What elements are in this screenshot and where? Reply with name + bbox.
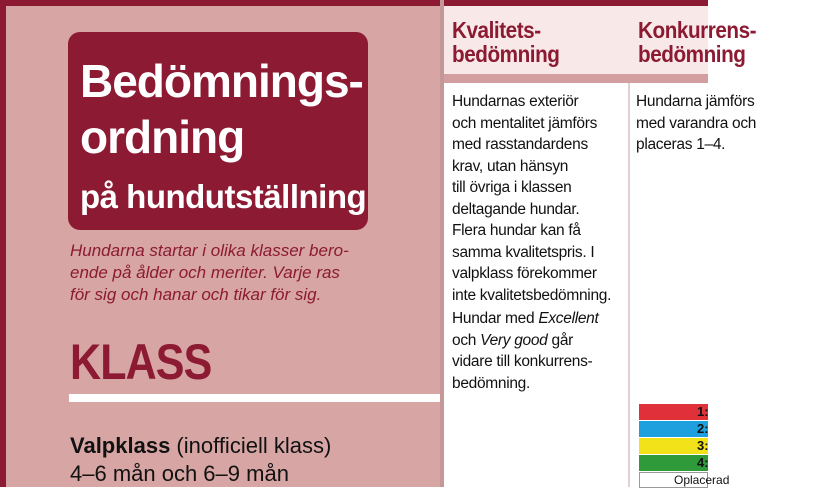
title-box [68,32,368,230]
text-run: går [547,331,574,349]
title-line-2: ordning [80,111,245,163]
kvalitet-heading-line-1: Kvalitets- [452,17,541,43]
kvalitet-paragraph-2 [452,308,628,394]
text-line: Hundarnas exteriör [452,93,579,110]
klass-heading: KLASS [70,334,212,390]
intro-line: Hundarna startar i olika klasser bero- [70,241,349,260]
placement-label: 3: [697,438,709,453]
text-line: samma kvalitetspris. I [452,243,595,261]
text-line: Flera hundar kan få [452,222,581,239]
intro-line: för sig och hanar och tikar för sig. [70,285,322,304]
konkurrens-paragraph [636,91,836,156]
title-line-3: på hundutställning [80,178,367,215]
valpklass-note: (inofficiell klass) [170,433,332,458]
valpklass-entry [70,432,430,488]
placement-row [639,438,708,454]
konkurrens-heading-line-2: bedömning [638,41,746,67]
text-line: med varandra och [636,114,757,132]
text-line: till övriga i klassen [452,179,572,196]
text-line: deltagande hundar. [452,200,580,218]
konkurrens-header [630,6,757,74]
placement-row [639,404,708,420]
placement-row [639,421,708,437]
title-line-1: Bedömnings- [80,55,363,107]
intro-text [70,240,370,306]
placement-label: 2: [697,421,709,436]
konkurrens-rule [630,74,708,83]
kvalitet-body [444,83,630,487]
grade-excellent: Excellent [538,310,599,327]
text-line: placeras 1–4. [636,136,726,153]
kvalitet-rule [444,74,630,83]
placement-label: 1: [697,404,709,419]
kvalitet-heading-line-2: bedömning [452,41,560,67]
placement-row [639,455,708,471]
placement-legend [639,404,730,488]
kvalitet-paragraph-1 [452,91,628,306]
text-line: och mentalitet jämförs [452,114,598,132]
grade-very-good: Very good [480,331,548,349]
text-line: Hundarna jämförs [636,93,755,110]
text-line: med rasstandardens [452,136,588,153]
konkurrens-heading-line-1: Konkurrens- [638,17,757,43]
text-line: vidare till konkurrens- [452,353,593,370]
text-line: inte kvalitetsbedömning. [452,286,612,304]
text-run: Hundar med [452,310,539,327]
text-line: valpklass förekommer [452,265,597,282]
intro-line: ende på ålder och meriter. Varje ras [70,263,340,282]
text-line: krav, utan hänsyn [452,157,569,175]
valpklass-ages: 4–6 mån och 6–9 mån [70,461,289,486]
unplaced-row: Oplacerad [639,472,708,488]
valpklass-name: Valpklass [70,433,171,458]
placement-label: 4: [697,455,709,470]
kvalitet-header [444,6,630,74]
text-run: och [452,331,481,349]
konkurrens-heading [638,18,756,66]
text-line: bedömning. [452,374,531,392]
kvalitet-heading [452,18,559,66]
klass-divider [69,394,443,402]
